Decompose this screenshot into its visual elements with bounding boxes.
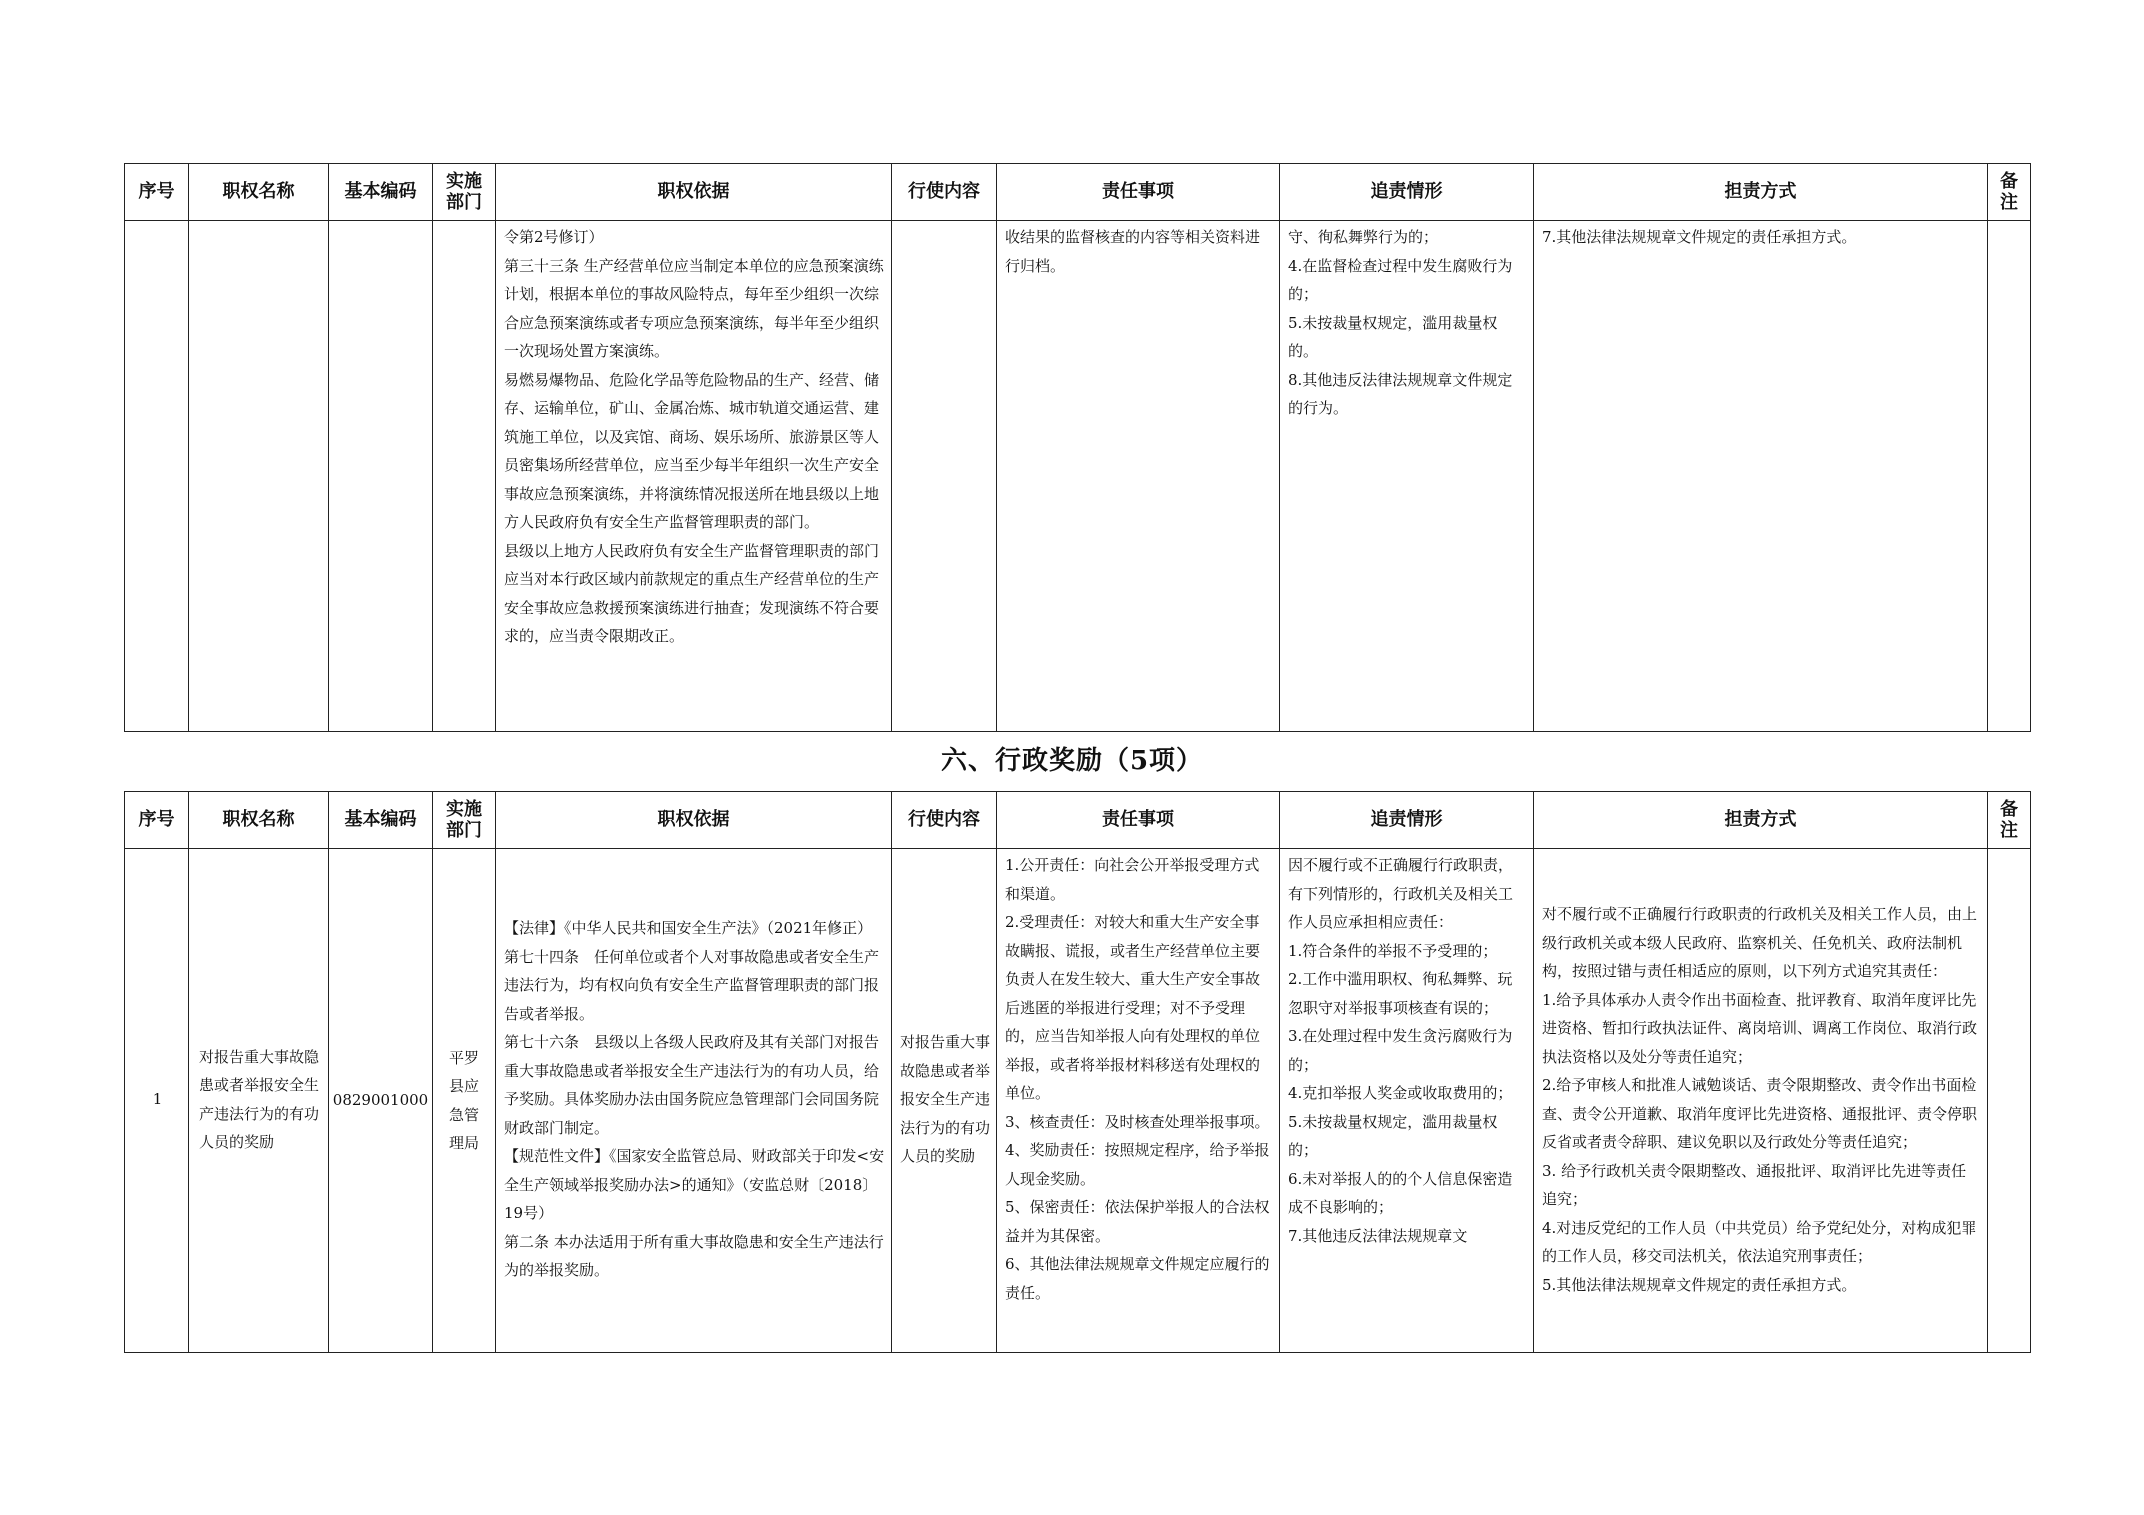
reward-table bbox=[124, 791, 2031, 1353]
header-remark: 备 注 bbox=[1988, 164, 2031, 221]
header-basis: 职权依据 bbox=[496, 164, 892, 221]
header-accountability: 追责情形 bbox=[1280, 792, 1534, 849]
cell-seq bbox=[125, 849, 189, 1353]
cell-name bbox=[189, 221, 329, 732]
cell-accountability bbox=[1280, 849, 1534, 1353]
cell-responsibility bbox=[997, 221, 1280, 732]
liability-text: 对不履行或不正确履行行政职责的行政机关及相关工作人员，由上级行政机关或本级人民政府、监察机关、任免机关、政府法制机构，按照过错与责任相适应的原则，以下列方式追究其责任： 1.给予具体承办人责令作出书面检查、批评教育、取消年度评比先进资格、暂扣行政执法证件、离岗培训、调离工作岗位、取消行政执法资格以及处分等责任追究； 2.给予审核人和批准人诫勉谈话、责令限期整改、责令作出书面检查、责令公开道歉、取消年度评比先进资格、通报批评、责令停职反省或者责令辞职、建议免职以及行政处分等责任追究； 3. 给予行政机关责令限期整改、通报批评、取消评比先进等责任追究； 4.对违反党纪的工作人员（中共党员）给予党纪处分，对构成犯罪的工作人员，移交司法机关，依法追究刑事责任； 5.其他法律法规规章文件规定的责任承担方式。 bbox=[1542, 905, 1978, 1294]
header-seq: 序号 bbox=[125, 164, 189, 221]
header-row bbox=[125, 164, 2031, 221]
cell-basis bbox=[496, 221, 892, 732]
header-dept: 实施 部门 bbox=[433, 164, 496, 221]
header-remark: 备 注 bbox=[1988, 792, 2031, 849]
responsibility-text: 1.公开责任：向社会公开举报受理方式和渠道。 2.受理责任：对较大和重大生产安全事故瞒报、谎报，或者生产经营单位主要负责人在发生较大、重大生产安全事故后逃匿的举报进行受理；对不予受理的，应当告知举报人向有处理权的单位举报，或者将举报材料移送有处理权的单位。 3、核查责任：及时核查处理举报事项。 4、奖励责任：按照规定程序，给予举报人现金奖励。 5、保密责任：依法保护举报人的合法权益并为其保密。 6、其他法律法规规章文件规定应履行的责任。 bbox=[1005, 856, 1270, 1302]
table-row bbox=[125, 849, 2031, 1353]
cell-content bbox=[892, 849, 997, 1353]
responsibility-text: 收结果的监督核查的内容等相关资料进行归档。 bbox=[1005, 228, 1261, 275]
header-name: 职权名称 bbox=[189, 164, 329, 221]
header-code: 基本编码 bbox=[329, 792, 433, 849]
dept-text: 平罗县应急管理局 bbox=[448, 1048, 479, 1152]
accountability-text: 因不履行或不正确履行行政职责，有下列情形的，行政机关及相关工作人员应承担相应责任： 1.符合条件的举报不予受理的； 2.工作中滥用职权、徇私舞弊、玩忽职守对举报事项核查有误的； 3.在处理过程中发生贪污腐败行为的； 4.克扣举报人奖金或收取费用的； 5.未按裁量权规定，滥用裁量权的； 6.未对举报人的的个人信息保密造成不良影响的； 7.其他违反法律法规规章文 bbox=[1288, 856, 1514, 1245]
header-code: 基本编码 bbox=[329, 164, 433, 221]
header-content: 行使内容 bbox=[892, 164, 997, 221]
section-title: 六、行政奖励（5项） bbox=[940, 746, 1204, 776]
header-basis: 职权依据 bbox=[496, 792, 892, 849]
header-liability: 担责方式 bbox=[1534, 792, 1988, 849]
cell-basis bbox=[496, 849, 892, 1353]
liability-text: 7.其他法律法规规章文件规定的责任承担方式。 bbox=[1542, 228, 1857, 246]
table-row bbox=[125, 221, 2031, 732]
header-seq: 序号 bbox=[125, 792, 189, 849]
cell-code bbox=[329, 221, 433, 732]
cell-seq bbox=[125, 221, 189, 732]
cell-name bbox=[189, 849, 329, 1353]
header-content: 行使内容 bbox=[892, 792, 997, 849]
cell-remark bbox=[1988, 849, 2031, 1353]
cell-dept bbox=[433, 221, 496, 732]
name-text: 对报告重大事故隐患或者举报安全生产违法行为的有功人员的奖励 bbox=[199, 1047, 320, 1151]
cell-liability bbox=[1534, 849, 1988, 1353]
cell-remark bbox=[1988, 221, 2031, 732]
seq-text: 1 bbox=[152, 1090, 163, 1109]
cell-accountability bbox=[1280, 221, 1534, 732]
header-liability: 担责方式 bbox=[1534, 164, 1988, 221]
header-accountability: 追责情形 bbox=[1280, 164, 1534, 221]
header-row bbox=[125, 792, 2031, 849]
accountability-text: 守、徇私舞弊行为的； 4.在监督检查过程中发生腐败行为的； 5.未按裁量权规定，滥用裁量权的。 8.其他违反法律法规规章文件规定的行为。 bbox=[1288, 228, 1513, 417]
basis-text: 【法律】《中华人民共和国安全生产法》（2021年修正） 第七十四条 任何单位或者个人对事故隐患或者安全生产违法行为，均有权向负有安全生产监督管理职责的部门报告或者举报。 第七十六条 县级以上各级人民政府及其有关部门对报告重大事故隐患或者举报安全生产违法行为的有功人员，给予奖励。具体奖励办法由国务院应急管理部门会同国务院财政部门制定。 【规范性文件】《国家安全监管总局、财政部关于印发<安全生产领域举报奖励办法>的通知》（安监总财〔2018〕19号） 第二条 本办法适用于所有重大事故隐患和安全生产违法行为的举报奖励。 bbox=[504, 919, 885, 1280]
cell-dept bbox=[433, 849, 496, 1353]
header-responsibility: 责任事项 bbox=[997, 792, 1280, 849]
basis-text: 令第2号修订） 第三十三条 生产经营单位应当制定本单位的应急预案演练计划，根据本单位的事故风险特点，每年至少组织一次综合应急预案演练或者专项应急预案演练，每半年至少组织一次现场处置方案演练。 易燃易爆物品、危险化学品等危险物品的生产、经营、储存、运输单位，矿山、金属冶炼、城市轨道交通运营、建筑施工单位，以及宾馆、商场、娱乐场所、旅游景区等人员密集场所经营单位，应当至少每半年组织一次生产安全事故应急预案演练，并将演练情况报送所在地县级以上地方人民政府负有安全生产监督管理职责的部门。 县级以上地方人民政府负有安全生产监督管理职责的部门应当对本行政区域内前款规定的重点生产经营单位的生产安全事故应急救援预案演练进行抽查；发现演练不符合要求的，应当责令限期改正。 bbox=[504, 228, 884, 645]
continuation-table bbox=[124, 163, 2031, 732]
cell-liability bbox=[1534, 221, 1988, 732]
header-responsibility: 责任事项 bbox=[997, 164, 1280, 221]
content-text: 对报告重大事故隐患或者举报安全生产违法行为的有功人员的奖励 bbox=[900, 1033, 991, 1166]
cell-responsibility bbox=[997, 849, 1280, 1353]
code-text: 0829001000 bbox=[332, 1091, 429, 1110]
header-dept: 实施 部门 bbox=[433, 792, 496, 849]
cell-code bbox=[329, 849, 433, 1353]
header-name: 职权名称 bbox=[189, 792, 329, 849]
cell-content bbox=[892, 221, 997, 732]
